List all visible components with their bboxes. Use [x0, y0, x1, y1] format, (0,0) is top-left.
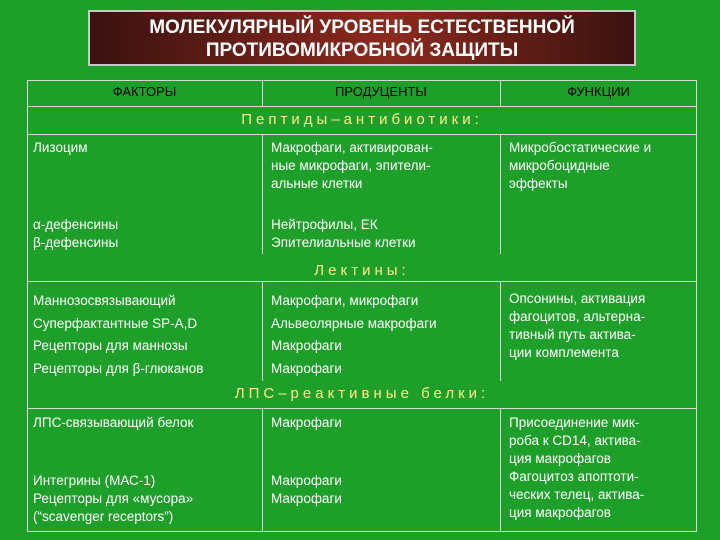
producer-integrins: Макрофаги Макрофаги — [271, 473, 342, 506]
producer-lectins: Макрофаги, микрофаги Альвеолярные макрофаги Макрофаги Макрофаги — [271, 293, 437, 376]
divider-peptides-section — [27, 134, 697, 135]
section-lectins: Лектины: — [314, 262, 410, 279]
column-divider-2 — [500, 408, 501, 532]
factor-lectins: Маннозосвязывающий Суперфактантные SP-A,D Рецепторы для маннозы Рецепторы для β-глюканов — [33, 293, 204, 376]
producer-lysozyme: Макрофаги, активирован- ные микрофаги, эпители- альные клетки — [271, 140, 433, 191]
column-divider-1 — [262, 281, 263, 381]
header-functions: ФУНКЦИИ — [567, 84, 630, 99]
factor-lps-binding-protein: ЛПС-связывающий белок — [33, 415, 194, 430]
factor-integrins: Интегрины (МАС-1) Рецепторы для «мусора» (“scavenger receptors”) — [33, 473, 194, 524]
factor-defensins: α-дефенсины β-дефенсины — [33, 217, 119, 250]
producer-lps-binding-protein: Макрофаги — [271, 415, 342, 430]
header-producers: ПРОДУЦЕНТЫ — [335, 84, 427, 99]
slide-title — [88, 10, 636, 66]
column-divider-2 — [500, 134, 501, 254]
header-factors: ФАКТОРЫ — [112, 84, 177, 99]
function-lps: Присоединение мик- роба к CD14, актива- ция макрофагов Фагоцитоз апоптоти- ческих телец, актива- ция макрофагов — [509, 415, 645, 520]
factor-lysozyme: Лизоцим — [33, 140, 88, 155]
divider-header — [27, 106, 697, 107]
title-line-1: МОЛЕКУЛЯРНЫЙ УРОВЕНЬ ЕСТЕСТВЕННОЙ — [149, 17, 575, 38]
function-lectins: Опсонины, активация фагоцитов, альтерна- тивный путь актива- ции комплемента — [509, 291, 646, 360]
divider-lectins-section — [27, 281, 697, 282]
producer-defensins: Нейтрофилы, ЕК Эпителиальные клетки — [271, 217, 416, 250]
column-divider-2 — [500, 281, 501, 381]
section-lps: ЛПС–реактивные белки: — [234, 385, 490, 402]
column-divider-1 — [262, 408, 263, 532]
divider-lps-section — [27, 408, 697, 409]
column-divider-1 — [262, 134, 263, 254]
section-peptides: Пептиды–антибиотики: — [241, 111, 483, 128]
title-line-2: ПРОТИВОМИКРОБНОЙ ЗАЩИТЫ — [205, 40, 519, 61]
function-lysozyme: Микробостатические и микробоцидные эффекты — [509, 140, 652, 191]
